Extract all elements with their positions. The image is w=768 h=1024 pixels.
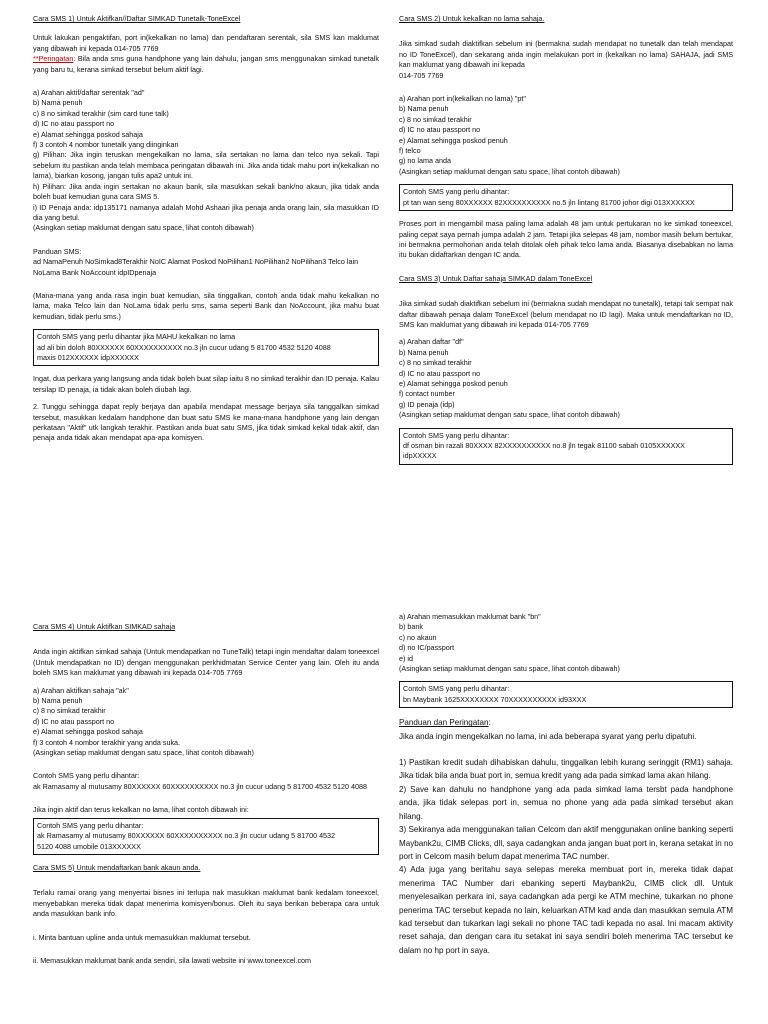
list-item: a) Arahan aktif/daftar serentak "ad" — [33, 88, 145, 98]
list-item: e) Alamat sehingga poskod sahaja — [33, 129, 143, 139]
instruction-list — [399, 337, 733, 420]
instruction-list — [399, 94, 733, 177]
example-box — [399, 681, 733, 708]
list-item: a) Arahan port in(kekalkan no lama) "pt" — [399, 94, 526, 104]
box-line: Contoh SMS yang perlu dihantar jika MAHU kekalkan no lama — [37, 332, 236, 342]
step-2-paragraph: 2. Tunggu sehingga dapat reply berjaya dan apabila mendapat message berjaya sila tanggalkan simkad tersebut, masukkan kedalam handphone dan buat satu SMS ke mana-mana handphone yang lain dengan perkataan "Aktif" utk langkah terakhir. Pastikan anda buat satu SMS, jika tidak simkad kekal tidak aktif, dan penaja anda tidak akan mendapat apa-apa komisyen. — [33, 402, 379, 443]
phone-number: 014-705 7769 — [399, 70, 444, 80]
list-item: e) Alamat sehingga poskod penuh — [399, 378, 508, 388]
guide-title: Panduan SMS: — [33, 246, 82, 256]
step-i: i. Minta bantuan upline anda untuk memasukkan maklumat tersebut. — [33, 932, 251, 942]
intro-text: Untuk lakukan pengaktifan, port in(kekalkan no lama) dan pendaftaran serentak, sila SMS kan maklumat yang dibawah ini kepada 014-705 7769 — [33, 33, 379, 53]
warning-text: : Bila anda sms guna handphone yang lain dahulu, jangan sms menggunakan simkad tunetalk yang baru tu, kerana simkad tersebut belum aktif lagi. — [33, 54, 379, 74]
guide-title: Panduan dan Peringatan — [399, 718, 489, 728]
guide-note: (Mana-mana yang anda rasa ingin buat kemudian, sila tinggalkan, contoh anda tidak mahu kekalkan no lama, maka Telco lain dan NoLama tidak perlu sms, sama seperti Bank dan NoAccount, jika mahu buat kemudian, tidak perlu sms.) — [33, 290, 379, 321]
instruction-list — [33, 686, 379, 759]
box-line: Contoh SMS yang perlu dihantar: — [403, 430, 510, 440]
box-line: Contoh SMS yang perlu dihantar: — [403, 187, 510, 197]
list-item: b) Nama penuh — [33, 696, 83, 706]
list-item: f) 3 contoh 4 nombor terakhir yang anda suka. — [33, 737, 181, 747]
list-item: a) Arahan daftar "df" — [399, 337, 464, 347]
list-item: g) Pilihan: Jika ingin teruskan mengekalkan no lama, sila sertakan no lama dan telco nya sekali. Tapi sebelum itu pastikan anda telah membaca peringatan dibawah ini. Jika anda tidak mahu port in(kekalkan no lama), biarkan kosong, jangan tulis apa2 untuk ini. — [33, 150, 379, 181]
list-item: d) IC no atau passport no — [399, 125, 481, 135]
guide-heading — [399, 716, 733, 729]
box-line: bn Maybank 1625XXXXXXXX 70XXXXXXXXXX id93XXX — [403, 694, 587, 704]
box-line: maxis 012XXXXXX idpXXXXXX — [37, 352, 139, 362]
list-item: d) IC no atau passport no — [33, 716, 115, 726]
list-item: b) Nama penuh — [399, 104, 449, 114]
box-line: pt tan wan seng 80XXXXXX 82XXXXXXXXXX no.5 jln lintang 81700 johor digi 013XXXXXX — [403, 197, 695, 207]
section-title: Cara SMS 5) Untuk mendaftarkan bank akaun anda. — [33, 862, 201, 872]
guide-section — [399, 716, 733, 957]
instruction-list — [33, 88, 379, 234]
intro-text: Jika simkad sudah diaktifkan sebelum ini (bermakna sudah mendapat no tunetalk dan telah mendapat no ID ToneExcel), dan sekarang anda ingin melakukan port in (kekalkan no lama) SAHAJA, jadi SMS kan maklumat yang dibawah ini kepada — [399, 39, 733, 70]
process-paragraph: Proses port in mengambil masa paling lama adalah 48 jam untuk pertukaran no ke simkad toneexcel, paling cepat saya pernah jumpa adalah 2 jam. Tetapi jika selepas 48 jam, nombor masih belum bertukar, ini bermakna permohonan anda telah ditolak oleh pihak telco lama anda. Biasanya disebabkan no lama itu bukan didaftarkan dengan IC anda. — [399, 219, 733, 260]
guide-point: 1) Pastikan kredit sudah dihabiskan dahulu, tinggalkan lebih kurang seringgit (RM1) sahaja. Jika tidak bila anda buat port in, semua kredit yang ada pada simkad lama akan hilang. — [399, 758, 733, 781]
section-title: Cara SMS 1) Untuk Aktifkan//Daftar SIMKAD Tunetalk-ToneExcel — [33, 14, 241, 23]
example-box — [399, 428, 733, 465]
keep-number-note: Jika ingin aktif dan terus kekalkan no lama, lihat contoh dibawah ini: — [33, 805, 249, 815]
step-ii: ii. Memasukkan maklumat bank anda sendiri, sila lawati website ini www.toneexcel.com — [33, 955, 312, 965]
example-box — [33, 329, 379, 366]
list-item: b) Nama penuh — [33, 98, 83, 108]
guide-point: 2) Save kan dahulu no handphone yang ada pada simkad lama tersbt pada handphone anda, jika tidak selepas port in, semua no phone yang ada pada simkad tersebut akan hilang. — [399, 784, 733, 821]
separator-note: (Asingkan setiap maklumat dengan satu space, lihat contoh dibawah) — [33, 223, 254, 233]
box-line: df osman bin razali 80XXXX 82XXXXXXXXXX no.8 jln tegak 81100 sabah 0105XXXXXX — [403, 441, 685, 450]
guide-text: ad NamaPenuh NoSimkad8Terakhir NoIC Alamat Poskod NoPilihan1 NoPilihan2 NoPilihan3 Telco lain NoLama Bank NoAccount idpIDpenaja — [33, 257, 359, 277]
list-item: a) Arahan aktifkan sahaja "ak" — [33, 685, 129, 695]
warning-label: **Peringatan — [33, 54, 74, 64]
remember-paragraph: Ingat, dua perkara yang langsung anda tidak boleh buat silap iaitu 8 no simkad terakhir dan ID penaja. Kalau tersilap ID penaja, ia tidak akan boleh diubah lagi. — [33, 374, 379, 394]
list-item: c) no akaun — [399, 632, 437, 642]
box-line: Contoh SMS yang perlu dihantar: — [37, 820, 144, 830]
section-title: Cara SMS 4) Untuk Aktifkan SIMKAD sahaja — [33, 622, 176, 631]
separator-note: (Asingkan setiap maklumat dengan satu space, lihat contoh dibawah) — [33, 748, 254, 758]
list-item: d) IC no atau passport no — [33, 119, 115, 129]
box-line: ak Ramasamy al mutusamy 80XXXXXX 60XXXXXXXXXX no.3 jln cucur udang 5 81700 4532 — [37, 831, 336, 841]
list-item: c) 8 no simkad terakhir — [33, 706, 106, 716]
example-text: ak Ramasamy al mutusamy 80XXXXXX 60XXXXXXXXXX no.3 jln cucur udang 5 81700 4532 5120 4088 — [33, 781, 368, 791]
box-line: Contoh SMS yang perlu dihantar: — [403, 684, 510, 694]
list-item: f) 3 contoh 4 nombor tunetalk yang diinginkan — [33, 140, 179, 150]
box-line: ad ali bin doloh 80XXXXXX 60XXXXXXXXXX no.3 jln cucur udang 5 81700 4532 5120 4088 — [37, 342, 331, 352]
separator-note: (Asingkan setiap maklumat dengan satu space, lihat contoh dibawah) — [399, 664, 620, 674]
list-item: e) Alamat sehingga poskod sahaja — [33, 727, 143, 737]
list-item: a) Arahan memasukkan maklumat bank "bn" — [399, 612, 541, 621]
list-item: f) telco — [399, 146, 421, 156]
section-bank-and-guide — [399, 612, 733, 957]
section-sms1 — [33, 14, 379, 451]
list-item: d) no IC/passport — [399, 643, 455, 653]
guide-point: 4) Ada juga yang beritahu saya selepas mereka membuat port in, mereka tidak dapat menerima TAC Number dari ebanking seperti Maybank2u, CIMB click dll. Untuk menyelesaikan perkara ini, saya cadangkan ada pergi ke ATM mechine, tukarkan no phone penerima TAC tersebut kepada no lain, keluarkan ATM kad anda dan masukkan semula ATM kad tersebut dan tukarkan lagi sekali no phone TAC tadi kepada no asal. Ini macam aktivity reset sahaja, dan dengan cara itu setakat ini saya sendiri boleh menerima TAC tersebut ke dalam no hp port in saya. — [399, 865, 733, 955]
box-line: idpXXXXX — [403, 451, 437, 461]
list-item: c) 8 no simkad terakhir (sim card tune talk) — [33, 108, 169, 118]
list-item: e) Alamat sehingga poskod penuh — [399, 135, 508, 145]
list-item: h) Pilihan: Jika anda ingin sertakan no akaun bank, sila masukkan sekali bank/no akaun, jika tidak anda boleh buat kemudian guna cara SMS 5. — [33, 181, 379, 202]
separator-note: (Asingkan setiap maklumat dengan satu space, lihat contoh dibawah) — [399, 166, 620, 176]
example-title: Contoh SMS yang perlu dihantar: — [33, 771, 140, 781]
separator-note: (Asingkan setiap maklumat dengan satu space, lihat contoh dibawah) — [399, 410, 620, 420]
list-item: d) IC no atau passport no — [399, 368, 481, 378]
intro-text: Terlalu ramai orang yang menyertai bisnes ini terlupa nak masukkan maklumat bank kedalam toneexcel, menyebabkan mereka tidak dapat menerima komisyen/bonus. Oleh itu saya berikan beberapa cara untuk anda masukkan bank info. — [33, 888, 379, 919]
section-sms4-sms5 — [33, 622, 379, 973]
list-item: f) contact number — [399, 389, 455, 399]
list-item: g) ID penaja (idp) — [399, 399, 455, 409]
list-item: g) no lama anda — [399, 156, 451, 166]
list-item: e) id — [399, 653, 413, 663]
instruction-list — [399, 612, 733, 674]
example-box — [33, 818, 379, 855]
intro-text: Jika simkad sudah diaktifkan sebelum ini (bermakna sudah mendapat no tunetalk), tetapi tak sempat nak daftar dibawah penaja dalam ToneExcel (belum mendapat no ID lagi). Maka untuk mendaftarkan no ID, SMS kan maklumat yang dibawah ini kepada 014-705 7769 — [399, 299, 733, 329]
intro-text: Anda ingin aktifkan simkad sahaja (Untuk mendapatkan no TuneTalk) tetapi ingin mendaftar dalam toneexcel (Untuk mendapatkan no ID) dengan menggunakan perkhidmatan Service Center yang lain. Oleh itu anda boleh SMS kan maklumat yang dibawah ini kepada 014-705 7769 — [33, 647, 380, 678]
list-item: b) bank — [399, 622, 423, 632]
list-item: b) Nama penuh — [399, 347, 449, 357]
section-title: Cara SMS 2) Untuk kekalkan no lama sahaja. — [399, 14, 545, 23]
section-sms2-sms3 — [399, 14, 733, 473]
guide-intro: Jika anda ingin mengekalkan no lama, ini ada beberapa syarat yang perlu dipatuhi. — [399, 731, 697, 741]
list-item: c) 8 no simkad terakhir — [399, 114, 472, 124]
list-item: i) ID Penaja anda: idp135171 namanya adalah Mohd Ashaari jika penaja anda orang lain, sila masukkan ID dia yang betul. — [33, 202, 379, 222]
paragraph — [33, 33, 379, 54]
section-title: Cara SMS 3) Untuk Daftar sahaja SIMKAD dalam ToneExcel — [399, 273, 593, 283]
warning-paragraph — [33, 54, 379, 75]
list-item: c) 8 no simkad terakhir — [399, 358, 472, 368]
box-line: 5120 4088 umobile 013XXXXXX — [37, 841, 141, 851]
guide-point: 3) Sekiranya ada menggunakan talian Celcom dan aktif menggunakan online banking seperti Maybank2u, CIMB Clicks, dll, saya cadangkan anda jangan buat port in, kerana setakat in no port in Celcom masih belum dapat menerima TAC number. — [399, 825, 733, 861]
guide-title-colon: : — [488, 718, 491, 728]
example-box — [399, 184, 733, 211]
